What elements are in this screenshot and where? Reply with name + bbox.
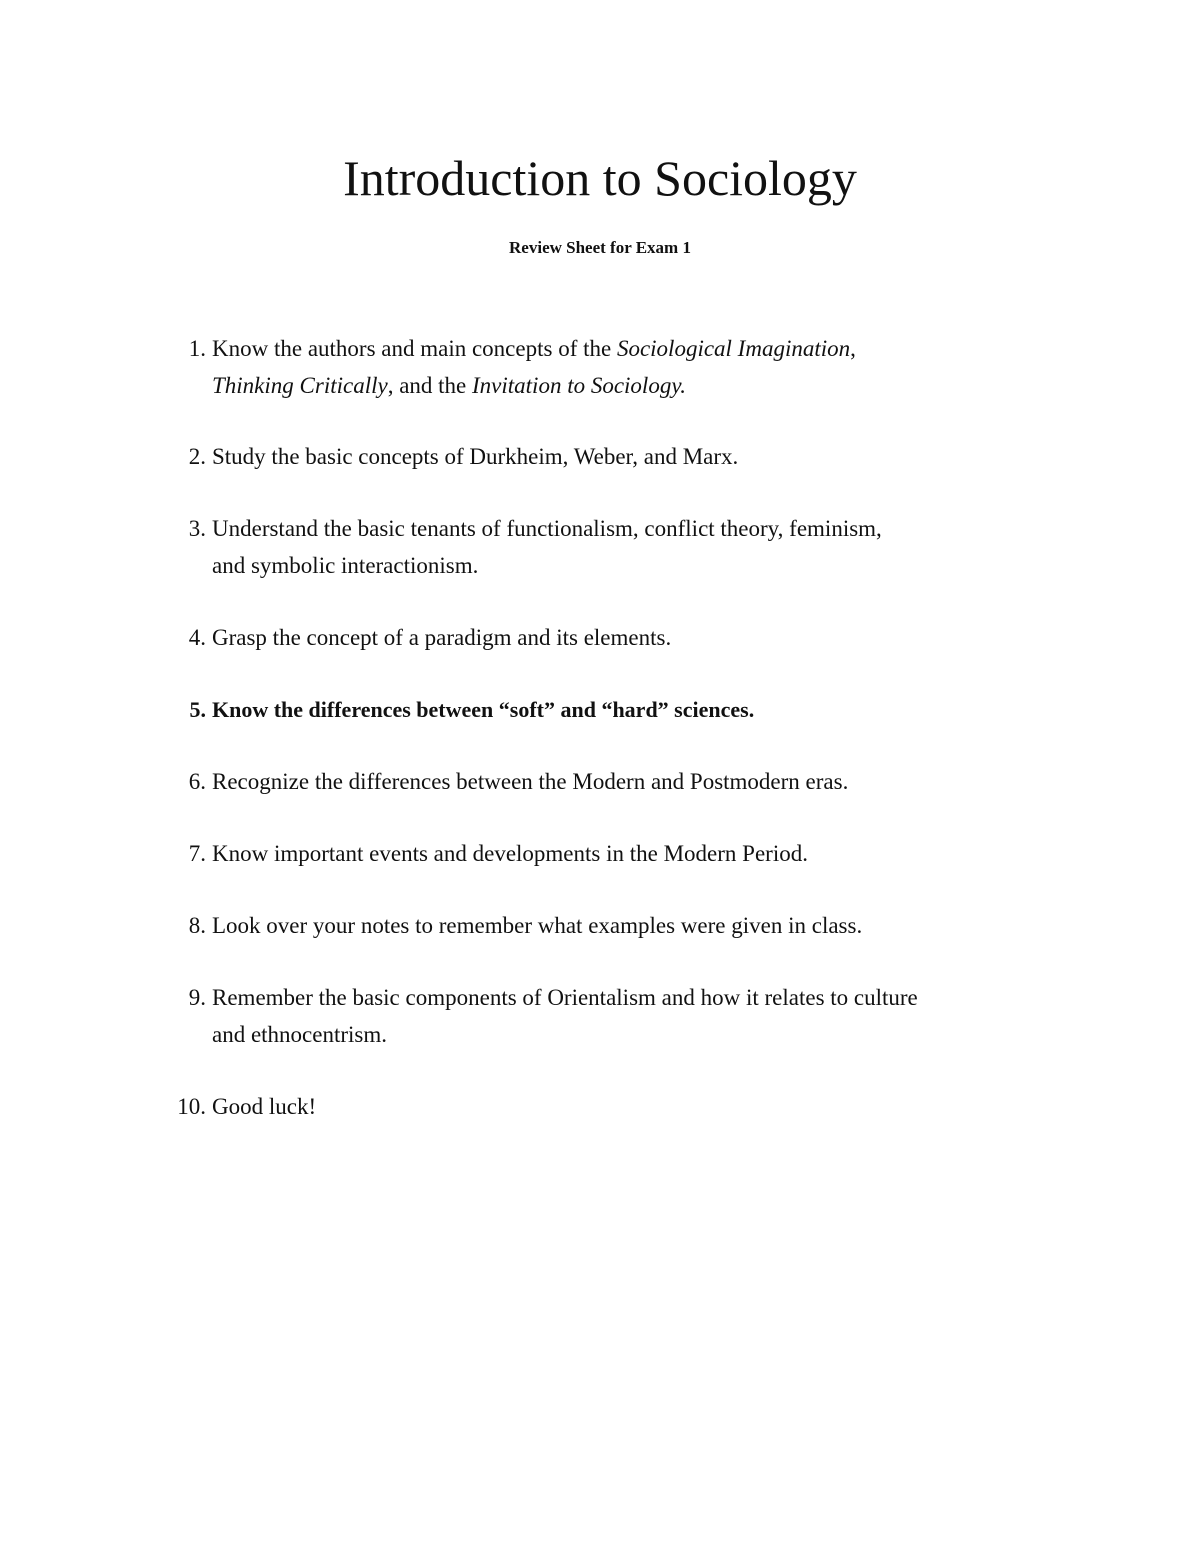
list-item (162, 1088, 1082, 1125)
item-number: 4. (188, 625, 206, 650)
item-text: Study the basic concepts of Durkheim, Weber, and Marx. (212, 444, 739, 469)
list-item (162, 907, 1082, 944)
item-text: Recognize the differences between the Modern and Postmodern eras. (212, 769, 849, 794)
item-number: 8. (188, 913, 206, 938)
item-text-italic: Invitation to Sociology (472, 373, 681, 398)
item-text-part: . (680, 373, 687, 398)
item-text (212, 336, 856, 398)
list-item (162, 510, 1082, 584)
item-text-part: , (850, 336, 856, 361)
document-subtitle: Review Sheet for Exam 1 (509, 238, 691, 257)
document-title: Introduction to Sociology (343, 150, 857, 206)
item-text: Grasp the concept of a paradigm and its elements. (212, 625, 672, 650)
item-number: 2. (188, 444, 206, 469)
item-text-line: and symbolic interactionism. (212, 553, 479, 578)
review-list (162, 330, 1082, 1160)
item-number: 1. (188, 336, 206, 361)
item-text-part: Know the authors and main concepts of the (212, 336, 617, 361)
list-item (162, 691, 1082, 728)
item-number: 7. (188, 841, 206, 866)
item-number: 3. (188, 516, 206, 541)
item-text-line: Remember the basic components of Orientalism and how it relates to culture (212, 985, 918, 1010)
item-text-line: and ethnocentrism. (212, 1022, 388, 1047)
list-item (162, 330, 1082, 404)
item-text-part: , and the (387, 373, 473, 398)
list-item (162, 619, 1082, 656)
item-text-italic: Thinking Critically (212, 373, 388, 398)
item-number: 6. (188, 769, 206, 794)
item-text: Good luck! (212, 1094, 317, 1119)
item-text (212, 516, 882, 578)
item-text: Look over your notes to remember what examples were given in class. (212, 913, 863, 938)
item-number: 5. (189, 697, 206, 722)
item-text-line: Understand the basic tenants of functionalism, conflict theory, feminism, (212, 516, 882, 541)
item-text (212, 985, 918, 1047)
item-text-italic: Sociological Imagination (616, 336, 851, 361)
list-item (162, 763, 1082, 800)
item-text: Know the differences between “soft” and “hard” sciences. (212, 697, 755, 722)
list-item (162, 835, 1082, 872)
list-item (162, 438, 1082, 475)
item-number: 10. (177, 1094, 206, 1119)
list-item (162, 979, 1082, 1053)
item-number: 9. (188, 985, 206, 1010)
item-text: Know important events and developments in the Modern Period. (212, 841, 808, 866)
